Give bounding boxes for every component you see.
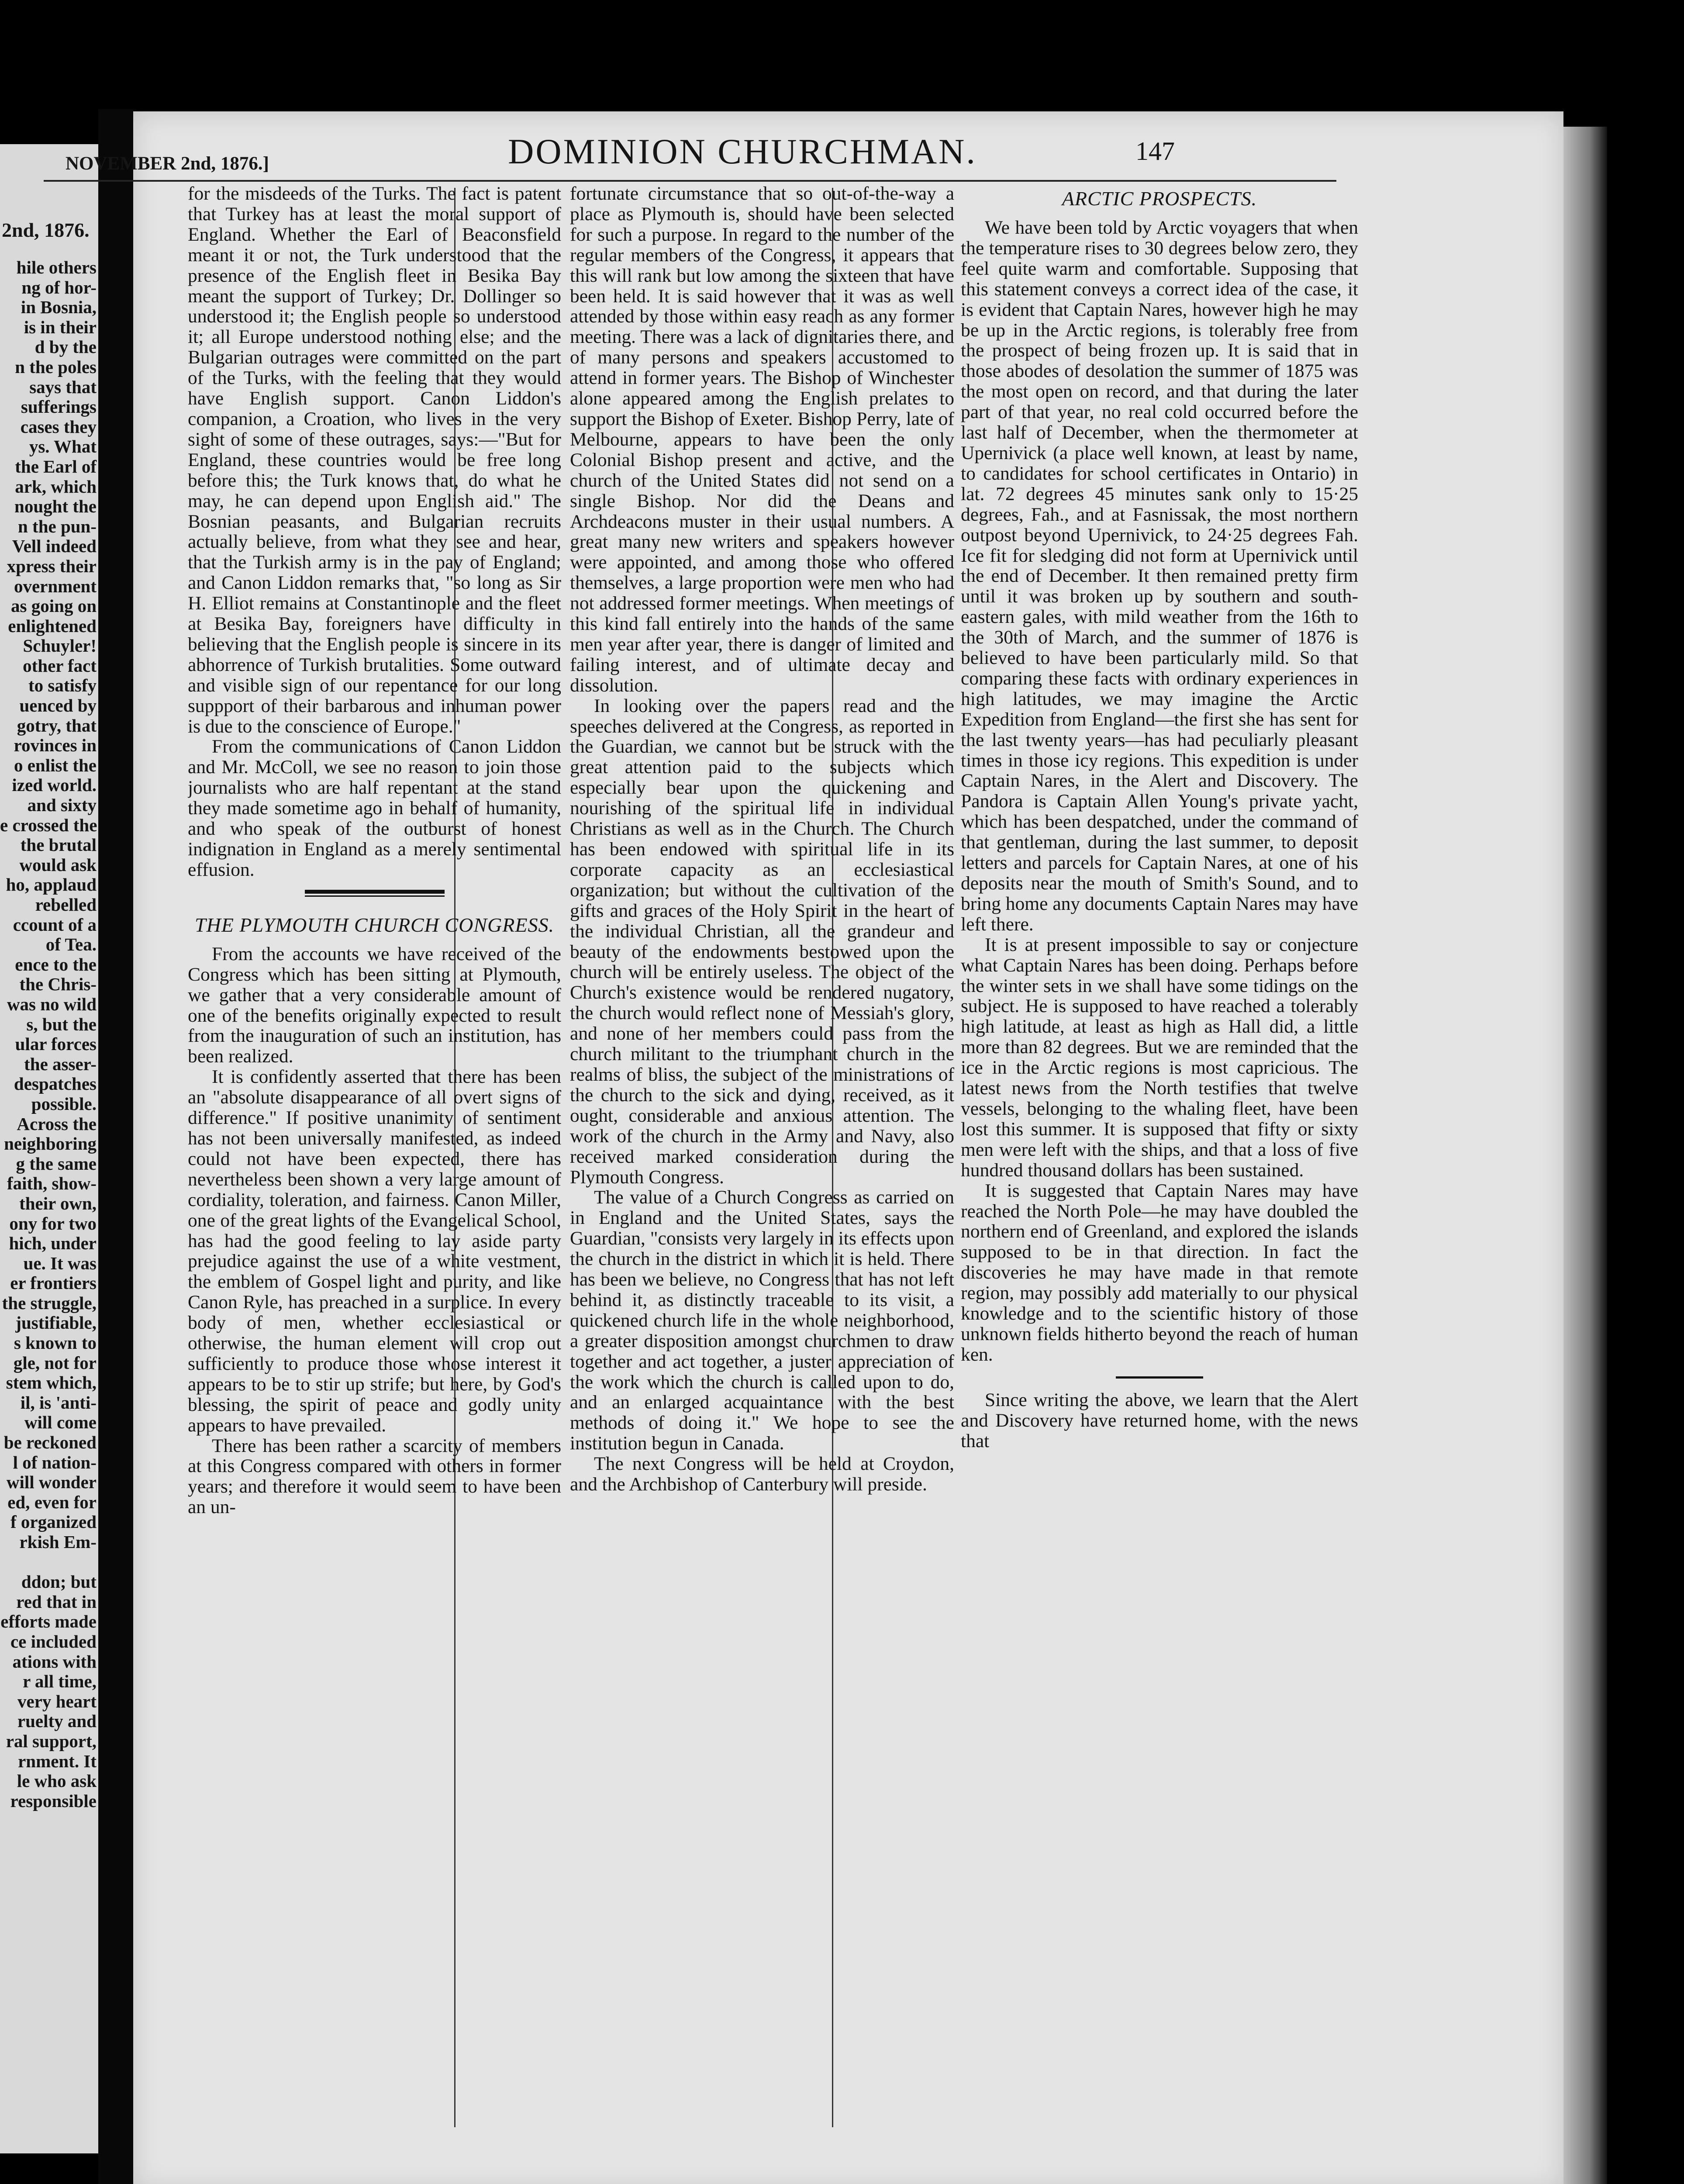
article-heading-plymouth: THE PLYMOUTH CHURCH CONGRESS. <box>195 913 554 936</box>
facing-page-line: is in their <box>24 317 97 337</box>
facing-page-line: ark, which <box>15 477 97 497</box>
facing-page-line: justifiable, <box>15 1313 97 1333</box>
facing-page-line: l of nation- <box>13 1452 97 1472</box>
paragraph: It is at present impossible to say or conjecture what Captain Nares has been doing. Perhaps before the winter sets in we shall have some tidings on the subject. He is supposed to have reached a tolerably high latitude, at least as high as Hall did, a little more than 82 degrees. But we are reminded that the ice in the Arctic regions is most capricious. The latest news from the North testifies that twelve vessels, belonging to the whaling fleet, have been lost this summer. It is supposed that fifty or sixty men were left with the ships, and that a loss of five hundred thousand dollars has been sustained. <box>961 934 1358 1181</box>
facing-page-line: s known to <box>14 1333 97 1353</box>
facing-page-text <box>0 258 98 1811</box>
facing-page-line: hile others <box>16 258 97 277</box>
facing-page-line: d by the <box>35 337 97 357</box>
facing-page-line: ral support, <box>6 1731 97 1751</box>
facing-page-line: other fact <box>23 656 97 676</box>
facing-page-line: to satisfy <box>28 676 97 696</box>
facing-page-date: 2nd, 1876. <box>2 219 90 241</box>
facing-page-line: n the pun- <box>17 516 97 536</box>
paragraph: Since writing the above, we learn that the Alert and Discovery have returned home, with the news that <box>961 1389 1358 1451</box>
facing-page-line: their own, <box>19 1193 97 1213</box>
facing-page-line: xpress their <box>7 556 97 576</box>
facing-page-line: the asser- <box>24 1054 97 1074</box>
facing-page-line: ruelty and <box>17 1711 97 1731</box>
facing-page-line: ccount of a <box>13 915 97 935</box>
paragraph: It is confidently asserted that there has been an "absolute disappearance of all overt signs of difference." If positive unanimity of sentiment has not been universally manifested, as indeed could not have been expected, there has nevertheless been shown a very large amount of cordiality, toleration, and fairness. Canon Miller, one of the great lights of the Evangelical School, has had the good feeling to lay aside party prejudice against the use of a white vestment, the emblem of Gospel light and purity, and like Canon Ryle, has preached in a surplice. In every body of men, whether ecclesiastical or otherwise, the human element will crop out sufficiently to produce those whose interest it appears to be to stir up strife; but here, by God's blessing, the spirit of peace and godly unity appears to have prevailed. <box>188 1066 561 1436</box>
facing-page-line: as going on <box>11 596 97 616</box>
paragraph: fortunate circumstance that so out-of-the-way a place as Plymouth is, should have been selected for such a purpose. In regard to the number of the regular members of the Congress, it appears that this will rank but low among the sixteen that have been held. It is said however that it was as well attended by those within easy reach as any former meeting. There was a lack of dignitaries there, and of many persons and speakers accustomed to attend in former years. The Bishop of Winchester alone appeared among the English prelates to support the Bishop of Exeter. Bishop Perry, late of Melbourne, appears to have been the only Colonial Bishop present and active, and the church of the United States did not send on a single Bishop. Nor did the Deans and Archdeacons muster in their usual numbers. A great many new writers and speakers however were appointed, and among those who offered themselves, a large proportion were men who had not addressed former meetings. When meetings of this kind fall entirely into the hands of the same men year after year, there is danger of limited and failing interest, and of ultimate decay and dissolution. <box>570 183 954 696</box>
facing-page-line: stem which, <box>6 1373 97 1393</box>
facing-page-line: s, but the <box>26 1014 97 1034</box>
paragraph: There has been rather a scarcity of members at this Congress compared with others in former years; and therefore it would seem to have been an un- <box>188 1435 561 1518</box>
facing-page-line: nought the <box>14 497 97 517</box>
facing-page-line: possible. <box>31 1094 97 1114</box>
page-number: 147 <box>1135 137 1175 166</box>
article-heading-arctic: ARCTIC PROSPECTS. <box>1062 187 1257 210</box>
facing-page-line: would ask <box>19 855 97 875</box>
facing-page-line: overnment <box>14 576 97 596</box>
facing-page-line: ce included <box>10 1631 97 1652</box>
facing-page-line: Schuyler! <box>23 636 97 656</box>
paragraph: We have been told by Arctic voyagers that when the temperature rises to 30 degrees below zero, they feel quite warm and comfortable. Supposing that this statement conveys a correct idea of the case, it is evident that Captain Nares, however high he may be up in the Arctic regions, is tolerably free from the prospect of being frozen up. It is said that in those abodes of desolation the summer of 1875 was the most open on record, and that during the later part of that year, no real cold occurred before the last half of December, when the thermometer at Upernivick (a place well known, at least by name, to candidates for school certificates in Ontario) in lat. 72 degrees 45 minutes sank only to 15·25 degrees, Fah., and at Fasnissak, the most northern outpost beyond Upernivick, to 24·25 degrees Fah. Ice fit for sledging did not form at Upernivick until the end of December. It then remained pretty firm until it was broken up by southern and south-eastern gales, with mild weather from the 16th to the 30th of March, and the summer of 1876 is believed to have been particularly mild. So that comparing these facts with ordinary experiences in high latitudes, we may imagine the Arctic Expedition from England—the first she has sent for the last twenty years—has had peculiarly pleasant times in those icy regions. This expedition is under Captain Nares, in the Alert and Discovery. The Pandora is Captain Allen Young's private yacht, which has been despatched, under the command of that gentleman, during the last summer, to deposit letters and parcels for Captain Nares, at one of his deposits near the mouth of Smith's Sound, and to bring home any documents Captain Nares may have left there. <box>961 217 1358 935</box>
facing-page-line: g the same <box>16 1154 97 1174</box>
facing-page-line: gotry, that <box>17 715 97 736</box>
facing-page-line: very heart <box>17 1691 97 1711</box>
paragraph: The value of a Church Congress as carried on in England and the United States, says the Guardian, "consists very largely in its effects upon the church in the district in which it is held. There has been we believe, no Congress that has not left behind it, as distinctly traceable to its visit, a quickened church life in the whole neighborhood, a greater disposition amongst churchmen to draw together and act together, a juster appreciation of the work which the church is called upon to do, and an enlarged acquaintance with the best methods of doing it." We hope to see the institution begun in Canada. <box>570 1187 954 1454</box>
facing-page-line: o enlist the <box>14 755 97 775</box>
paragraph: From the accounts we have received of the Congress which has been sitting at Plymouth, we gather that a very considerable amount of one of the benefits originally expected to result from the inauguration of such an institution, has been realized. <box>188 943 561 1067</box>
facing-page-line: will wonder <box>6 1472 97 1493</box>
facing-page-line: rebelled <box>35 895 97 915</box>
facing-page-line: gle, not for <box>13 1353 97 1373</box>
facing-page-line: le who ask <box>17 1771 97 1791</box>
facing-page-line: enlightened <box>8 616 97 636</box>
facing-page-line: er frontiers <box>10 1273 97 1293</box>
facing-page-line: ations with <box>12 1652 97 1672</box>
facing-page-line: sufferings <box>21 397 97 417</box>
facing-page-line: ue. It was <box>23 1253 97 1273</box>
facing-page-line: cases they <box>20 417 97 437</box>
facing-page-line: Across the <box>17 1114 97 1134</box>
facing-page-line: will come <box>24 1413 97 1433</box>
facing-page-line: neighboring <box>4 1134 97 1154</box>
page-header <box>44 127 1310 188</box>
masthead: DOMINION CHURCHMAN. <box>508 131 977 171</box>
facing-page-line: ed, even for <box>7 1492 97 1512</box>
paragraph: It is suggested that Captain Nares may have reached the North Pole—he may have doubled the northern end of Greenland, and explored the islands supposed to be in that direction. In fact the discoveries he may have made in that remote region, may possibly add materially to our physical knowledge and to the scientific history of those unknown fields hitherto beyond the reach of human ken. <box>961 1180 1358 1365</box>
facing-page-line: ular forces <box>15 1034 97 1054</box>
facing-page-line: ized world. <box>12 775 97 795</box>
facing-page-line: ng of hor- <box>21 277 97 297</box>
facing-page-line: and sixty <box>27 795 97 816</box>
facing-page-line: be reckoned <box>3 1433 97 1453</box>
facing-page-line: was no wild <box>7 994 97 1014</box>
column-2 <box>570 183 954 2132</box>
facing-page-line: of Tea. <box>45 935 97 955</box>
paragraph: for the misdeeds of the Turks. The fact is patent that Turkey has at least the moral support of England. Whether the Earl of Beaconsfield meant it or not, the Turk understood that the presence of the English fleet in Besika Bay meant the support of Turkey; Dr. Dollinger so understood it; the English people so understood it; all Europe understood nothing else; and the Bulgarian outrages were committed on the part of the Turks, with the feeling that they would have English support. Canon Liddon's companion, a Croation, who lives in the very sight of some of these outrages, says:—"But for England, these countries would be free long before this; the Turk knows that, do what he may, he can depend upon English aid." The Bosnian peasants, and Bulgarian recruits actually believe, from what they see and hear, that the Turkish army is in the pay of England; and Canon Liddon remarks that, "so long as Sir H. Elliot remains at Constantinople and the fleet at Besika Bay, foreigners have difficulty in believing that the English people is sincere in its abhorrence of Turkish brutalities. Some outward and visible sign of our repentance for our long suppport of their barbarous and inhuman power is due to the conscience of Europe." <box>188 183 561 737</box>
facing-page-line: ho, applaud <box>6 875 97 895</box>
issue-date: NOVEMBER 2nd, 1876.] <box>66 153 269 174</box>
facing-page-line: the struggle, <box>2 1293 97 1313</box>
section-divider <box>305 890 445 897</box>
facing-page-line: says that <box>29 377 97 397</box>
facing-page-line: ys. What <box>29 437 97 457</box>
facing-page-edge <box>0 144 98 2153</box>
facing-page-line: despatches <box>14 1074 97 1094</box>
facing-page-line: ddon; but <box>21 1572 97 1592</box>
facing-page-line: rkish Em- <box>19 1532 97 1552</box>
facing-page-line: e crossed the <box>0 815 97 835</box>
facing-page-line: in Bosnia, <box>21 297 97 318</box>
facing-page-line: ony for two <box>9 1213 97 1234</box>
book-spine <box>98 109 133 2184</box>
facing-page-line <box>0 1552 98 1572</box>
facing-page-line: uenced by <box>19 696 97 716</box>
facing-page-line: responsible <box>10 1791 97 1811</box>
paragraph: The next Congress will be held at Croydon, and the Archbishop of Canterbury will preside. <box>570 1453 954 1495</box>
facing-page-line: n the poles <box>15 357 97 377</box>
facing-page-line: r all time, <box>23 1672 97 1692</box>
paragraph: From the communications of Canon Liddon and Mr. McColl, we see no reason to join those journalists who are half repentant at the stand they made sometime ago in behalf of humanity, and who speak of the outburst of honest indignation in England as a merely sentimental effusion. <box>188 736 561 880</box>
facing-page-line: faith, show- <box>7 1174 97 1194</box>
facing-page-line: rovinces in <box>14 736 97 756</box>
facing-page-line: efforts made <box>0 1612 97 1632</box>
facing-page-line: hich, under <box>9 1234 97 1254</box>
page-stack-edge <box>1563 127 1607 2184</box>
facing-page-line: ence to the <box>15 954 97 975</box>
facing-page-line: il, is 'anti- <box>20 1393 97 1413</box>
column-1 <box>188 183 561 2132</box>
facing-page-line: Vell indeed <box>12 536 97 556</box>
header-rule <box>44 180 1336 182</box>
paragraph: In looking over the papers read and the speeches delivered at the Congress, as reported in the Guardian, we cannot but be struck with the great attention paid to the subjects which especially bear upon the quickening and nourishing of the spiritual life in individual Christians as well as in the Church. The Church has been endowed with spiritual life in its corporate capacity as an ecclesiastical organization; but without the cultivation of the gifts and graces of the Holy Spirit in the heart of the individual Christian, all the grandeur and beauty of the endowments bestowed upon the church will be entirely useless. The object of the Church's existence would be rendered nugatory, the church would reflect none of Messiah's glory, and none of her members could pass from the church militant to the triumphant church in the realms of bliss, the subject of the ministrations of the church to the sick and dying, received, as it ought, considerable and anxious attention. The work of the church in the Army and Navy, also received marked consideration during the Plymouth Congress. <box>570 695 954 1188</box>
section-divider <box>1116 1376 1203 1379</box>
column-3 <box>961 183 1358 2132</box>
facing-page-line: the Chris- <box>19 975 97 995</box>
facing-page-line: red that in <box>16 1592 97 1612</box>
facing-page-line: rnment. It <box>18 1751 97 1771</box>
facing-page-line: the brutal <box>20 835 97 855</box>
facing-page-line: f organized <box>10 1512 97 1532</box>
facing-page-line: the Earl of <box>15 456 97 477</box>
